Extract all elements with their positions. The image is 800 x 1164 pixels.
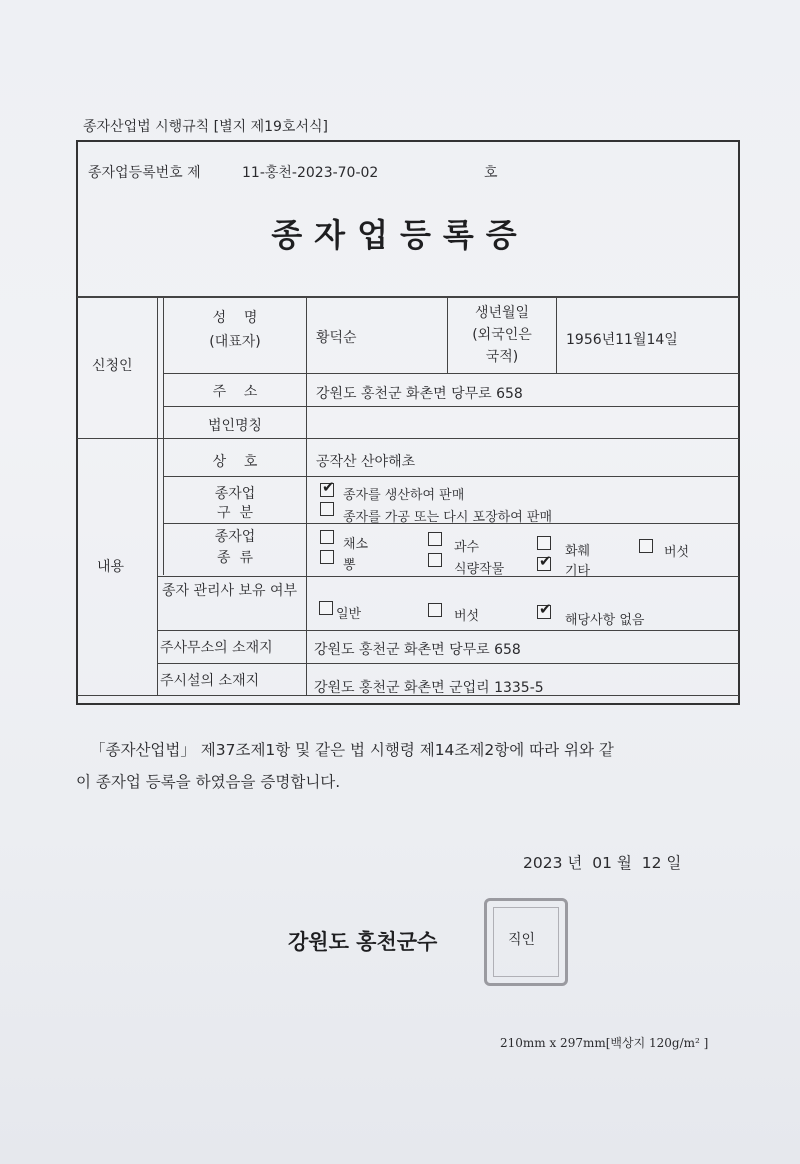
issue-month: 01 [592, 854, 612, 872]
birth-label-nationality: 국적) [485, 349, 519, 365]
facility-location: 강원도 홍천군 화촌면 군업리 1335-5 [314, 680, 544, 696]
paper-spec: 210mm x 297mm[백상지 120g/m² ] [500, 1036, 709, 1050]
applicant-name: 황덕순 [316, 330, 357, 346]
kind-vegetable-label: 채소 [343, 537, 369, 552]
applicant-section-label: 신청인 [92, 358, 133, 374]
trade-name: 공작산 산야해초 [316, 454, 416, 470]
business-type-label: 종자업 [214, 486, 256, 502]
type-produce-checkbox[interactable] [320, 478, 335, 497]
manager-none-label: 해당사항 없음 [565, 613, 645, 628]
birth-label-foreigner: (외국인은 [472, 327, 532, 343]
divider [157, 663, 739, 664]
issue-day-unit: 일 [666, 854, 682, 872]
kind-mulberry-label: 뽕 [343, 558, 356, 573]
registration-number-suffix: 호 [484, 165, 498, 181]
representative-label: (대표자) [209, 334, 261, 350]
applicant-address: 강원도 홍천군 화촌면 당무로 658 [316, 386, 523, 402]
manager-none-checkbox[interactable] [537, 600, 552, 619]
issue-date [523, 851, 681, 873]
divider [163, 476, 739, 477]
kind-other-checkbox[interactable] [537, 552, 552, 571]
divider [157, 630, 739, 631]
issue-month-unit: 월 [616, 854, 632, 872]
issue-year: 2023 [523, 854, 563, 872]
trade-name-label: 상 호 [212, 454, 258, 470]
form-reference: 종자산업법 시행규칙 [별지 제19호서식] [83, 119, 328, 135]
office-location-label: 주사무소의 소재지 [160, 640, 273, 656]
divider [556, 297, 557, 373]
registration-number-label: 종자업등록번호 제 [88, 165, 201, 181]
manager-general-label: 일반 [336, 607, 362, 622]
registration-number: 11-홍천-2023-70-02 [242, 165, 379, 181]
divider [306, 297, 307, 696]
divider [163, 373, 739, 374]
kind-mushroom-checkbox[interactable] [639, 539, 653, 553]
content-section-label: 내용 [97, 559, 125, 575]
certification-text-line1: 「종자산업법」 제37조제1항 및 같은 법 시행령 제14조제2항에 따라 위와 같 [90, 741, 614, 759]
type-repack-checkbox[interactable] [320, 502, 334, 516]
document-title: 종자업등록증 [271, 216, 529, 254]
divider [157, 297, 158, 695]
type-repack-label: 종자를 가공 또는 다시 포장하여 판매 [343, 510, 553, 525]
office-location: 강원도 홍천군 화촌면 당무로 658 [314, 642, 521, 658]
manager-general-checkbox[interactable] [319, 601, 333, 615]
type-produce-label: 종자를 생산하여 판매 [343, 488, 465, 503]
seed-manager-label: 종자 관리사 보유 여부 [162, 583, 298, 599]
issuer-name: 강원도 홍천군수 [288, 930, 438, 954]
divider [77, 296, 739, 298]
divider [157, 576, 739, 577]
kind-crop-checkbox[interactable] [428, 553, 442, 567]
issue-year-unit: 년 [567, 854, 583, 872]
check-mark-icon: ✔ [322, 478, 335, 496]
name-label: 성 명 [212, 310, 258, 326]
kind-mushroom-label: 버섯 [664, 545, 690, 560]
certification-text-line2: 이 종자업 등록을 하였음을 증명합니다. [76, 773, 341, 791]
kind-vegetable-checkbox[interactable] [320, 530, 334, 544]
business-kind-label: 종자업 [214, 529, 256, 545]
business-kind-label-2: 종 류 [217, 550, 253, 566]
kind-crop-label: 식량작물 [454, 562, 505, 577]
facility-location-label: 주시설의 소재지 [160, 673, 260, 689]
manager-mushroom-label: 버섯 [454, 609, 480, 624]
kind-flower-checkbox[interactable] [537, 536, 551, 550]
birth-date: 1956년11월14일 [566, 332, 678, 348]
divider [77, 438, 739, 439]
kind-flower-label: 화훼 [565, 544, 591, 559]
corporation-label: 법인명칭 [207, 418, 263, 434]
kind-fruit-label: 과수 [454, 540, 480, 555]
check-mark-icon: ✔ [539, 600, 552, 618]
seal-label: 직인 [508, 932, 536, 948]
manager-mushroom-checkbox[interactable] [428, 603, 442, 617]
address-label: 주 소 [212, 384, 258, 400]
kind-fruit-checkbox[interactable] [428, 532, 442, 546]
birth-label: 생년월일 [474, 305, 530, 321]
kind-mulberry-checkbox[interactable] [320, 550, 334, 564]
divider [163, 406, 739, 407]
check-mark-icon: ✔ [539, 552, 552, 570]
business-type-label-2: 구 분 [217, 505, 253, 521]
kind-other-label: 기타 [565, 564, 591, 579]
issue-day: 12 [641, 854, 662, 872]
